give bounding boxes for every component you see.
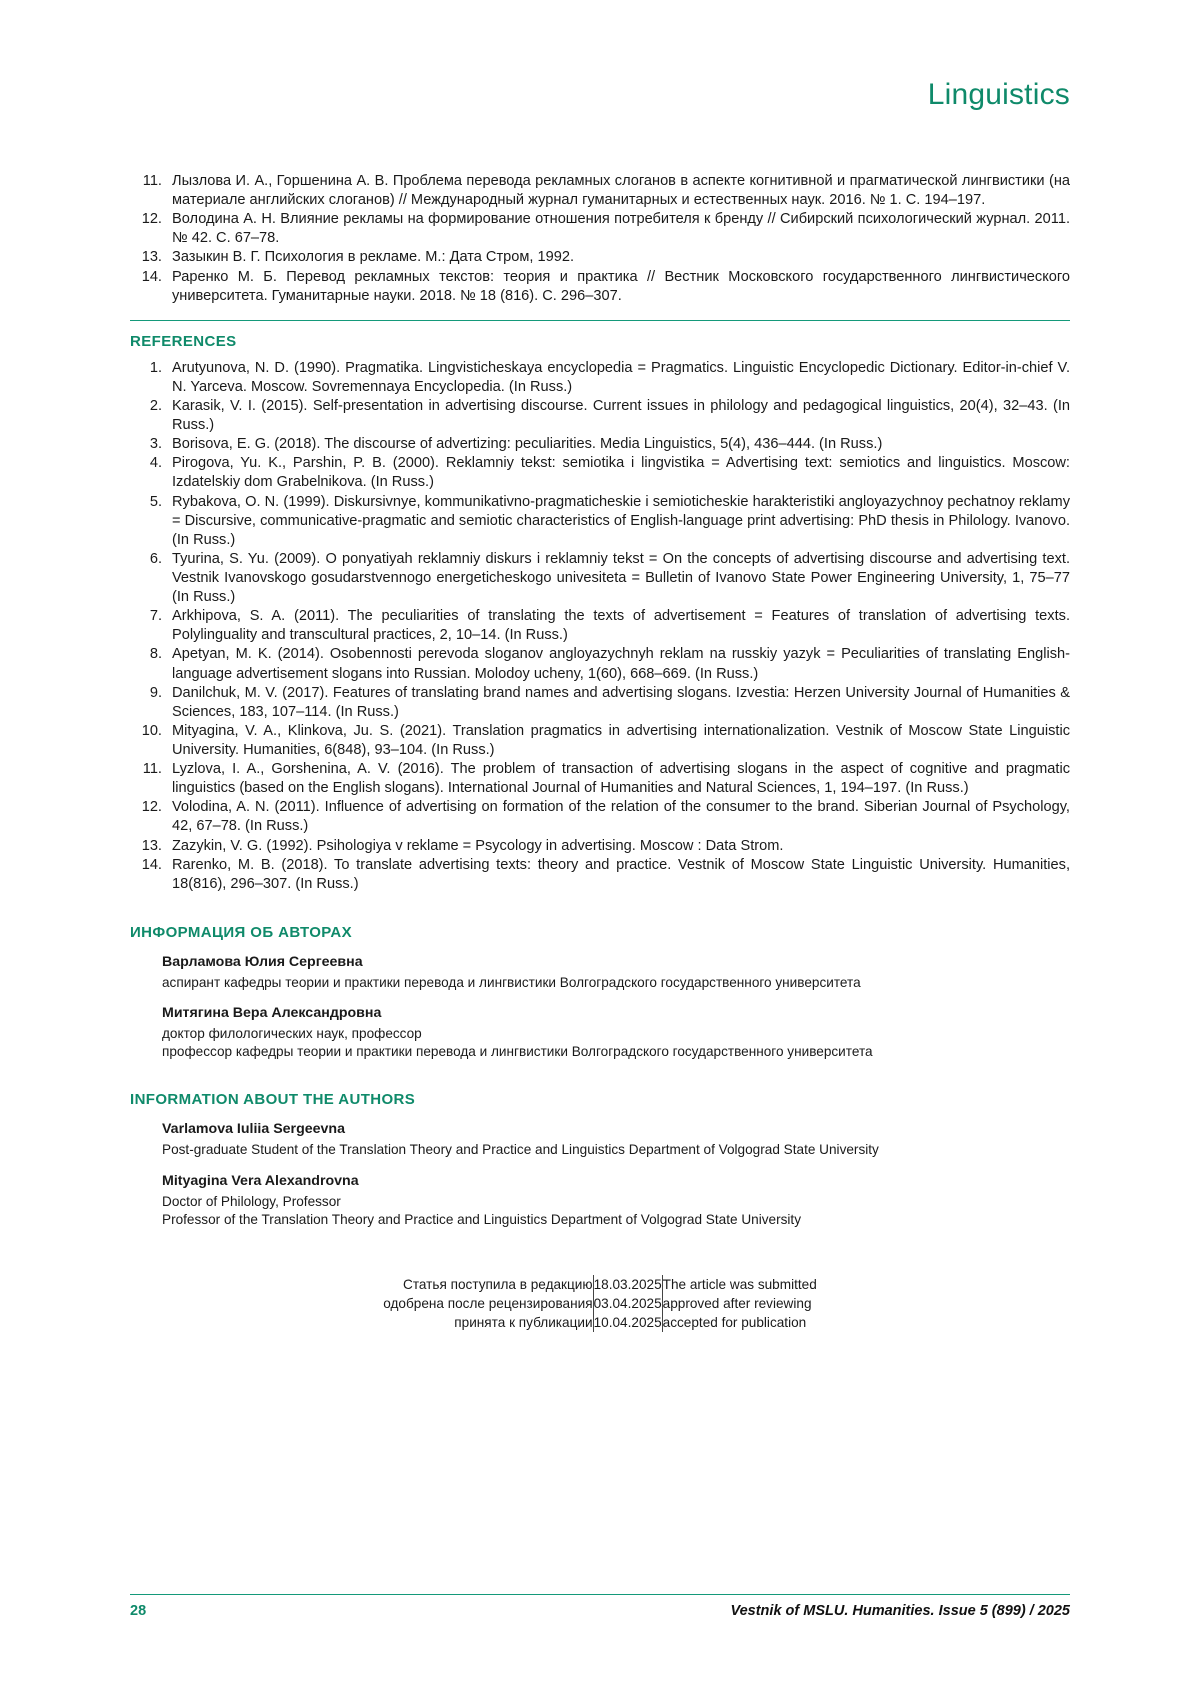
references-heading: REFERENCES bbox=[130, 332, 237, 350]
reference-text: Раренко М. Б. Перевод рекламных текстов: теория и практика // Вестник Московского государственного лингвистического университета. Гуманитарные науки. 2018. № 18 (816). С. 296–307. bbox=[172, 268, 1070, 304]
author-affiliation: Post-graduate Student of the Translation Theory and Practice and Linguistics Department of Volgograd State University bbox=[162, 1142, 879, 1158]
reference-number: 2. bbox=[149, 397, 162, 414]
reference-number: 13. bbox=[141, 837, 162, 854]
reference-number: 6. bbox=[149, 550, 162, 567]
authors-ru-block bbox=[130, 924, 1070, 1062]
reference-text: Zazykin, V. G. (1992). Psihologiya v reklame = Psycology in advertising. Moscow : Data Strom. bbox=[172, 837, 784, 854]
authors-ru-entries bbox=[130, 954, 1070, 1062]
reference-text: Karasik, V. I. (2015). Self-presentation in advertising discourse. Current issues in philology and pedagogical linguistics, 20(4), 32–43. (In Russ.) bbox=[172, 397, 1070, 434]
reference-item bbox=[130, 435, 1070, 454]
page-content bbox=[130, 172, 1070, 1332]
reference-number: 12. bbox=[141, 799, 162, 816]
date-label-ru: принята к публикации bbox=[383, 1313, 593, 1332]
author-name: Varlamova Iuliia Sergeevna bbox=[162, 1121, 345, 1138]
date-row bbox=[383, 1294, 817, 1313]
page-title: Linguistics bbox=[927, 78, 1070, 111]
reference-text: Borisova, E. G. (2018). The discourse of advertizing: peculiarities. Media Linguistics, 5(4), 436–444. (In Russ.) bbox=[172, 436, 883, 453]
reference-text: Лызлова И. А., Горшенина А. В. Проблема перевода рекламных слоганов в аспекте когнитивной и прагматической лингвистики (на материале английских слоганов) // Международный журнал гуманитарных и естественных наук. 2016. № 1. С. 194–197. bbox=[172, 173, 1070, 209]
date-label-en: The article was submitted bbox=[662, 1277, 817, 1293]
reference-text: Lyzlova, I. A., Gorshenina, A. V. (2016). The problem of transaction of advertising slogans in the aspect of cognitive and pragmatic linguistics (based on the English slogans). International Journal of Humanities and Natural Sciences, 1, 194–197. (In Russ.) bbox=[172, 761, 1070, 797]
reference-item bbox=[130, 454, 1070, 492]
reference-item bbox=[130, 798, 1070, 836]
reference-text: Danilchuk, M. V. (2017). Features of translating brand names and advertising slogans. Izvestia: Herzen University Journal of Humanities & Sciences, 183, 107–114. (In Russ.) bbox=[172, 684, 1070, 720]
reference-number: 5. bbox=[149, 493, 162, 510]
reference-item bbox=[130, 856, 1070, 894]
reference-text: Arkhipova, S. A. (2011). The peculiarities of translating the texts of advertisement = Features of translation of advertising texts. Polylinguality and transcultural practices, 2, 10–14. (In Russ.) bbox=[172, 608, 1070, 644]
page-number: 28 bbox=[130, 1603, 147, 1619]
reference-item bbox=[130, 760, 1070, 798]
reference-item bbox=[130, 493, 1070, 550]
date-row bbox=[383, 1313, 817, 1332]
reference-item bbox=[130, 550, 1070, 607]
reference-item bbox=[130, 359, 1070, 397]
reference-text: Зазыкин В. Г. Психология в рекламе. М.: Дата Стром, 1992. bbox=[172, 249, 575, 266]
reference-text: Rybakova, O. N. (1999). Diskursivnye, kommunikativno-pragmaticheskie i semioticheskie harakteristiki angloyazychnoy pechatnoy reklamy = Discursive, communicative-pragmatic and semiotic characteristics of English-language print advertising: PhD thesis in Philology. Ivanovo. (In Russ.) bbox=[172, 493, 1070, 548]
reference-number: 8. bbox=[149, 646, 162, 663]
author-affiliation: Doctor of Philology, Professor bbox=[162, 1193, 341, 1209]
reference-number: 7. bbox=[149, 608, 162, 625]
author-affiliation: Professor of the Translation Theory and Practice and Linguistics Department of Volgograd State University bbox=[162, 1211, 801, 1227]
author-name: Митягина Вера Александровна bbox=[162, 1005, 382, 1022]
page-footer bbox=[0, 1594, 1200, 1619]
reference-text: Pirogova, Yu. K., Parshin, P. B. (2000). Reklamniy tekst: semiotika i lingvistika = Advertising text: semiotics and linguistics. Moscow: Izdatelskiy dom Grabelnikova. (In Russ.) bbox=[172, 455, 1070, 491]
reference-number: 12. bbox=[141, 211, 162, 228]
reference-number: 14. bbox=[141, 268, 162, 285]
date-label-ru: одобрена после рецензирования bbox=[383, 1296, 593, 1312]
reference-text: Volodina, A. N. (2011). Influence of advertising on formation of the relation of the consumer to the brand. Siberian Journal of Psychology, 42, 67–78. (In Russ.) bbox=[172, 799, 1070, 835]
reference-text: Mityagina, V. A., Klinkova, Ju. S. (2021). Translation pragmatics in advertising internationalization. Vestnik of Moscow State Linguistic University. Humanities, 6(848), 93–104. (In Russ.) bbox=[172, 722, 1070, 758]
authors-en-block bbox=[130, 1091, 1070, 1229]
reference-item bbox=[130, 607, 1070, 645]
journal-citation: Vestnik of MSLU. Humanities. Issue 5 (899) / 2025 bbox=[730, 1603, 1070, 1619]
footer-divider bbox=[130, 1594, 1070, 1595]
date-value: 03.04.2025 bbox=[593, 1296, 662, 1312]
submission-dates-table bbox=[383, 1275, 817, 1332]
reference-item bbox=[130, 268, 1070, 306]
date-value: 18.03.2025 bbox=[593, 1277, 662, 1293]
reference-text: Apetyan, M. K. (2014). Osobennosti perevoda sloganov angloyazychnyh reklam na russkiy yazyk = Peculiarities of translating English-language advertisement slogans into Russian. Molodoy ucheny, 1(60), 668–669. (In Russ.) bbox=[172, 646, 1070, 682]
reference-item bbox=[130, 172, 1070, 210]
russian-references-list bbox=[130, 172, 1070, 306]
reference-number: 3. bbox=[149, 436, 162, 453]
reference-item bbox=[130, 837, 1070, 856]
date-label-en: accepted for publication bbox=[662, 1315, 807, 1331]
reference-number: 9. bbox=[149, 684, 162, 701]
reference-number: 10. bbox=[141, 722, 162, 739]
reference-item bbox=[130, 210, 1070, 248]
section-divider bbox=[130, 320, 1070, 321]
author-name: Варламова Юлия Сергеевна bbox=[162, 953, 363, 970]
reference-text: Tyurina, S. Yu. (2009). O ponyatiyah reklamniy diskurs i reklamniy tekst = On the concepts of advertising discourse and advertising text. Vestnik Ivanovskogo gosudarstvennogo energeticheskogo univesiteta = Bulletin of Ivanovo State Power Engineering University, 1, 75–77 (In Russ.) bbox=[172, 550, 1070, 606]
reference-item bbox=[130, 722, 1070, 760]
authors-en-heading: INFORMATION ABOUT THE AUTHORS bbox=[130, 1091, 416, 1109]
author-affiliation: профессор кафедры теории и практики перевода и лингвистики Волгоградского государственного университета bbox=[162, 1044, 873, 1060]
reference-number: 13. bbox=[141, 249, 162, 266]
reference-item bbox=[130, 397, 1070, 435]
author-affiliation: доктор филологических наук, профессор bbox=[162, 1026, 422, 1042]
date-label-ru: Статья поступила в редакцию bbox=[383, 1275, 593, 1294]
reference-number: 1. bbox=[149, 359, 162, 376]
reference-number: 11. bbox=[142, 173, 162, 189]
date-value: 10.04.2025 bbox=[593, 1315, 662, 1331]
reference-text: Arutyunova, N. D. (1990). Pragmatika. Lingvisticheskaya encyclopedia = Pragmatics. Linguistic Encyclopedic Dictionary. Editor-in-chief V. N. Yarceva. Moscow. Sovremennaya Encyclopedia. (In Russ.) bbox=[172, 359, 1070, 395]
reference-text: Rarenko, M. B. (2018). To translate advertising texts: theory and practice. Vestnik of Moscow State Linguistic University. Humanities, 18(816), 296–307. (In Russ.) bbox=[172, 856, 1070, 892]
date-label-en: approved after reviewing bbox=[662, 1296, 812, 1312]
reference-item bbox=[130, 684, 1070, 722]
reference-number: 11. bbox=[142, 761, 162, 778]
date-row bbox=[383, 1275, 817, 1294]
authors-ru-heading: ИНФОРМАЦИЯ ОБ АВТОРАХ bbox=[130, 923, 352, 941]
english-references-list bbox=[130, 359, 1070, 894]
reference-item bbox=[130, 645, 1070, 683]
page-header bbox=[130, 0, 1070, 112]
reference-number: 4. bbox=[149, 455, 162, 472]
author-name: Mityagina Vera Alexandrovna bbox=[162, 1172, 359, 1189]
reference-number: 14. bbox=[141, 856, 162, 873]
authors-en-entries bbox=[130, 1121, 1070, 1229]
reference-text: Володина А. Н. Влияние рекламы на формирование отношения потребителя к бренду // Сибирский психологический журнал. 2011. № 42. С. 67–78. bbox=[172, 211, 1070, 247]
reference-item bbox=[130, 248, 1070, 267]
author-affiliation: аспирант кафедры теории и практики перевода и лингвистики Волгоградского государственного университета bbox=[162, 974, 861, 990]
